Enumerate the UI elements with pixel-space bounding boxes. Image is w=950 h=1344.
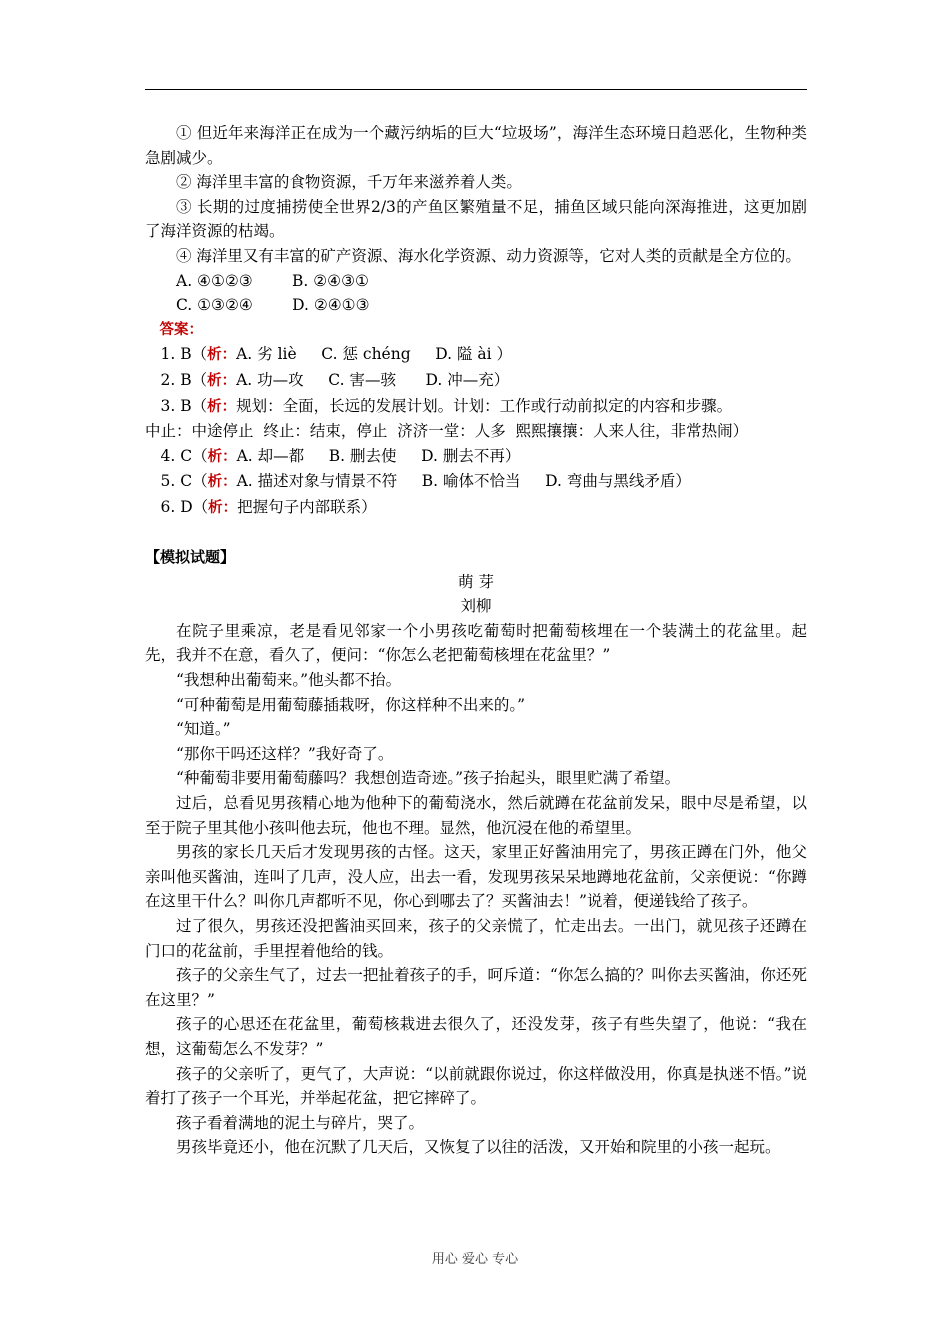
analysis-label: 析： [207,448,237,465]
story-paragraph: “种葡萄非要用葡萄藤吗？我想创造奇迹。”孩子抬起头，眼里贮满了希望。 [176,769,681,788]
answer-3: 3. B（析：规划：全面，长远的发展计划。计划：工作或行动前拟定的内容和步骤。 [160,396,733,415]
story-paragraph: 在院子里乘凉，老是看见邻家一个小男孩吃葡萄时把葡萄核埋在一个装满土的花盆里。起先，我并不在意，看久了，便问：“你怎么老把葡萄核埋在花盆里？” [145,621,807,665]
story-paragraph: 男孩的家长几天后才发现男孩的古怪。这天，家里正好酱油用完了，男孩正蹲在门外，他父亲叫他买酱油，连叫了几声，没人应，出去一看，发现男孩呆呆地蹲地花盆前，父亲便说：“你蹲在这里干什么？叫你几声都听不见，你心到哪去了？买酱油去！”说着，便递钱给了孩子。 [145,843,807,911]
story-paragraph: 男孩毕竟还小，他在沉默了几天后，又恢复了以往的活泼，又开始和院里的小孩一起玩。 [176,1138,781,1157]
analysis-label: 析： [207,398,237,415]
story-paragraph: 过后，总看见男孩精心地为他种下的葡萄浇水，然后就蹲在花盆前发呆，眼中尽是希望，以至于院子里其他小孩叫他去玩，他也不理。显然，他沉浸在他的希望里。 [145,794,807,837]
sentence-4: ④ 海洋里又有丰富的矿产资源、海水化学资源、动力资源等，它对人类的贡献是全方位的。 [176,246,801,265]
options-row-2: C. ①③②④ D. ②④①③ [176,296,370,315]
story-paragraph: “知道。” [176,720,231,739]
analysis-label: 析： [208,499,238,516]
page-footer: 用心 爱心 专心 [431,1252,519,1267]
story-paragraph: “我想种出葡萄来。”他头都不抬。 [176,671,402,690]
answer-3-continued: 中止：中途停止 终止：结束，停止 济济一堂：人多 熙熙攘攘：人来人往，非常热闹） [145,422,749,441]
analysis-label: 析： [207,347,237,364]
answer-2: 2. B（析：A. 功—攻 C. 害—骇 D. 冲—充） [160,370,510,389]
answer-6: 6. D（析：把握句子内部联系） [160,497,377,516]
spacer [145,521,807,546]
story-paragraph: “可种葡萄是用葡萄藤插栽呀，你这样种不出来的。” [176,695,526,714]
story-paragraph: 孩子看着满地的泥土与碎片，哭了。 [176,1113,425,1132]
document-body [145,121,807,1160]
story-paragraph: 过了很久，男孩还没把酱油买回来，孩子的父亲慌了，忙走出去。一出门，就见孩子还蹲在门口的花盆前，手里捏着他给的钱。 [145,917,807,960]
answer-5: 5. C（析：A. 描述对象与情景不符 B. 喻体不恰当 D. 弯曲与黑线矛盾） [160,472,691,491]
analysis-label: 析： [207,474,237,491]
section-title: 【模拟试题】 [145,548,236,567]
answers-heading: 答案： [159,321,203,338]
story-paragraph: 孩子的父亲听了，更气了，大声说：“以前就跟你说过，你这样做没用，你真是执迷不悟。”说着打了孩子一个耳光，并举起花盆，把它摔碎了。 [145,1064,807,1108]
story-title: 萌 芽 [458,572,494,591]
story-author: 刘柳 [460,597,492,616]
story-paragraph: 孩子的父亲生气了，过去一把扯着孩子的手，呵斥道：“你怎么搞的？叫你去买酱油，你还死在这里？” [145,966,807,1009]
options-row-1: A. ④①②③ B. ②④③① [176,271,369,290]
story-paragraph: “那你干吗还这样？”我好奇了。 [176,744,394,763]
story-paragraph: 孩子的心思还在花盆里，葡萄核栽进去很久了，还没发芽，孩子有些失望了，他说：“我在想，这葡萄怎么不发芽？” [145,1015,807,1058]
sentence-2: ② 海洋里丰富的食物资源，千万年来滋养着人类。 [176,173,522,192]
analysis-label: 析： [207,372,237,389]
sentence-3: ③ 长期的过度捕捞使全世界2/3的产鱼区繁殖量不足，捕鱼区域只能向深海推进，这更加剧了海洋资源的枯竭。 [145,197,807,241]
answer-4: 4. C（析：A. 却—都 B. 删去使 D. 删去不再） [160,446,521,465]
answer-1: 1. B（析：A. 劣 liè C. 惩 chéng D. 隘 ài ） [160,345,513,364]
header-rule [145,89,807,90]
sentence-1: ① 但近年来海洋正在成为一个藏污纳垢的巨大“垃圾场”，海洋生态环境日趋恶化，生物种类急剧减少。 [145,124,807,167]
